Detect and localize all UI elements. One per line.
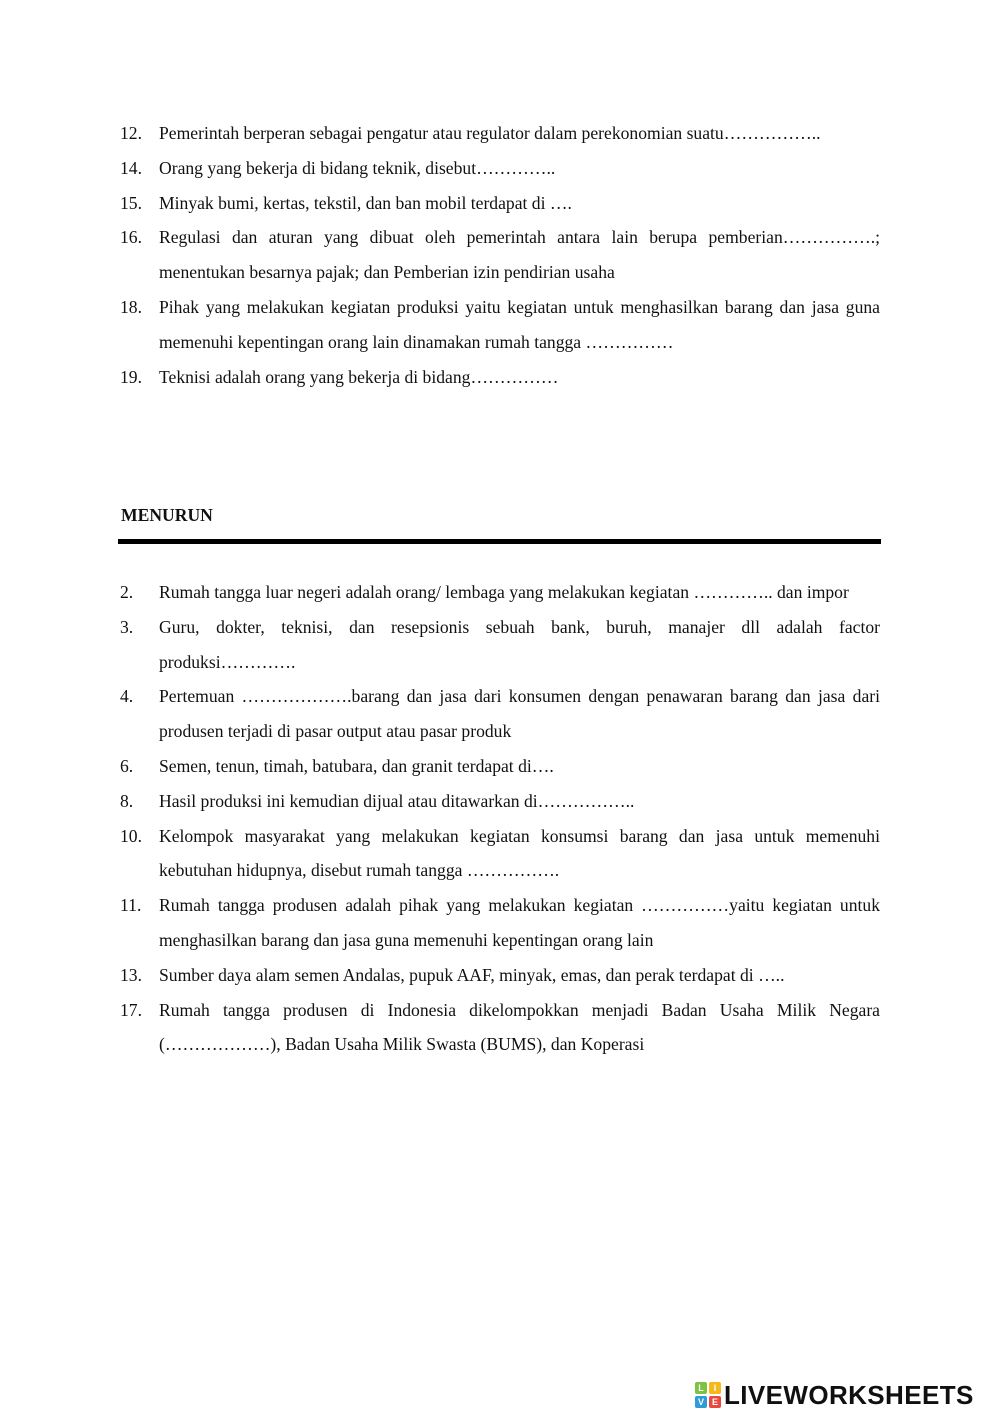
- item-number: 14.: [120, 157, 142, 178]
- watermark-text: LIVEWORKSHEETS: [724, 1380, 974, 1410]
- item-number: 2.: [120, 582, 134, 602]
- list-item: [120, 958, 880, 993]
- item-number: 16.: [120, 227, 142, 248]
- item-number: 18.: [120, 296, 142, 317]
- logo-tile-l: L: [695, 1382, 707, 1394]
- item-text: Semen, tenun, timah, batubara, dan granit terdapat di….: [159, 755, 554, 776]
- list-item: [120, 220, 880, 290]
- item-number: 4.: [120, 686, 134, 707]
- mendatar-list: [120, 116, 880, 394]
- list-item: [120, 151, 880, 186]
- item-text: Rumah tangga produsen adalah pihak yang melakukan kegiatan ……………yaitu kegiatan untuk menghasilkan barang dan jasa guna memenuhi kepentingan orang lain: [159, 895, 880, 950]
- logo-tile-v: V: [695, 1396, 707, 1408]
- list-item: [120, 360, 880, 395]
- item-number: 19.: [120, 366, 142, 387]
- item-text: Regulasi dan aturan yang dibuat oleh pemerintah antara lain berupa pemberian…………….; menentukan besarnya pajak; dan Pemberian izin pendirian usaha: [159, 227, 880, 283]
- item-text: Teknisi adalah orang yang bekerja di bidang……………: [159, 366, 559, 387]
- item-text: Rumah tangga luar negeri adalah orang/ lembaga yang melakukan kegiatan ………….. dan impor: [159, 582, 849, 602]
- liveworksheets-logo-icon: [695, 1382, 721, 1408]
- item-number: 10.: [120, 825, 142, 846]
- list-item: [120, 784, 880, 819]
- item-number: 15.: [120, 192, 142, 213]
- list-item: [120, 610, 880, 680]
- item-text: Minyak bumi, kertas, tekstil, dan ban mobil terdapat di ….: [159, 192, 572, 213]
- section-heading-menurun: MENURUN: [121, 505, 213, 525]
- item-text: Rumah tangga produsen di Indonesia dikelompokkan menjadi Badan Usaha Milik Negara (………………), Badan Usaha Milik Swasta (BUMS), dan Koperasi: [159, 999, 880, 1055]
- item-number: 17.: [120, 999, 142, 1020]
- list-item: [120, 116, 880, 151]
- list-item: [120, 575, 880, 610]
- list-item: [120, 819, 880, 889]
- item-text: Hasil produksi ini kemudian dijual atau ditawarkan di……………..: [159, 790, 635, 811]
- item-text: Sumber daya alam semen Andalas, pupuk AAF, minyak, emas, dan perak terdapat di …..: [159, 964, 785, 985]
- liveworksheets-watermark: [695, 1378, 974, 1412]
- item-text: Pertemuan ……………….barang dan jasa dari konsumen dengan penawaran barang dan jasa dari produsen terjadi di pasar output atau pasar produk: [159, 686, 880, 742]
- list-item: [120, 290, 880, 360]
- item-text: Pemerintah berperan sebagai pengatur atau regulator dalam perekonomian suatu……………..: [159, 123, 821, 143]
- list-item: [120, 186, 880, 221]
- menurun-list: [120, 575, 880, 1062]
- list-item: [120, 993, 880, 1063]
- logo-tile-e: E: [709, 1396, 721, 1408]
- item-text: Kelompok masyarakat yang melakukan kegiatan konsumsi barang dan jasa untuk memenuhi kebutuhan hidupnya, disebut rumah tangga …………….: [159, 825, 880, 881]
- item-text: Pihak yang melakukan kegiatan produksi yaitu kegiatan untuk menghasilkan barang dan jasa guna memenuhi kepentingan orang lain dinamakan rumah tangga ……………: [159, 296, 880, 352]
- list-item: [120, 749, 880, 784]
- item-number: 8.: [120, 790, 134, 811]
- item-number: 12.: [120, 123, 142, 143]
- item-text: Orang yang bekerja di bidang teknik, disebut…………..: [159, 157, 556, 178]
- list-item: [120, 888, 880, 958]
- section-divider: [118, 539, 881, 544]
- item-number: 11.: [120, 895, 142, 916]
- item-number: 3.: [120, 616, 134, 637]
- logo-tile-i: I: [709, 1382, 721, 1394]
- item-text: Guru, dokter, teknisi, dan resepsionis sebuah bank, buruh, manajer dll adalah factor produksi………….: [159, 616, 880, 672]
- list-item: [120, 679, 880, 749]
- item-number: 6.: [120, 755, 134, 776]
- item-number: 13.: [120, 964, 142, 985]
